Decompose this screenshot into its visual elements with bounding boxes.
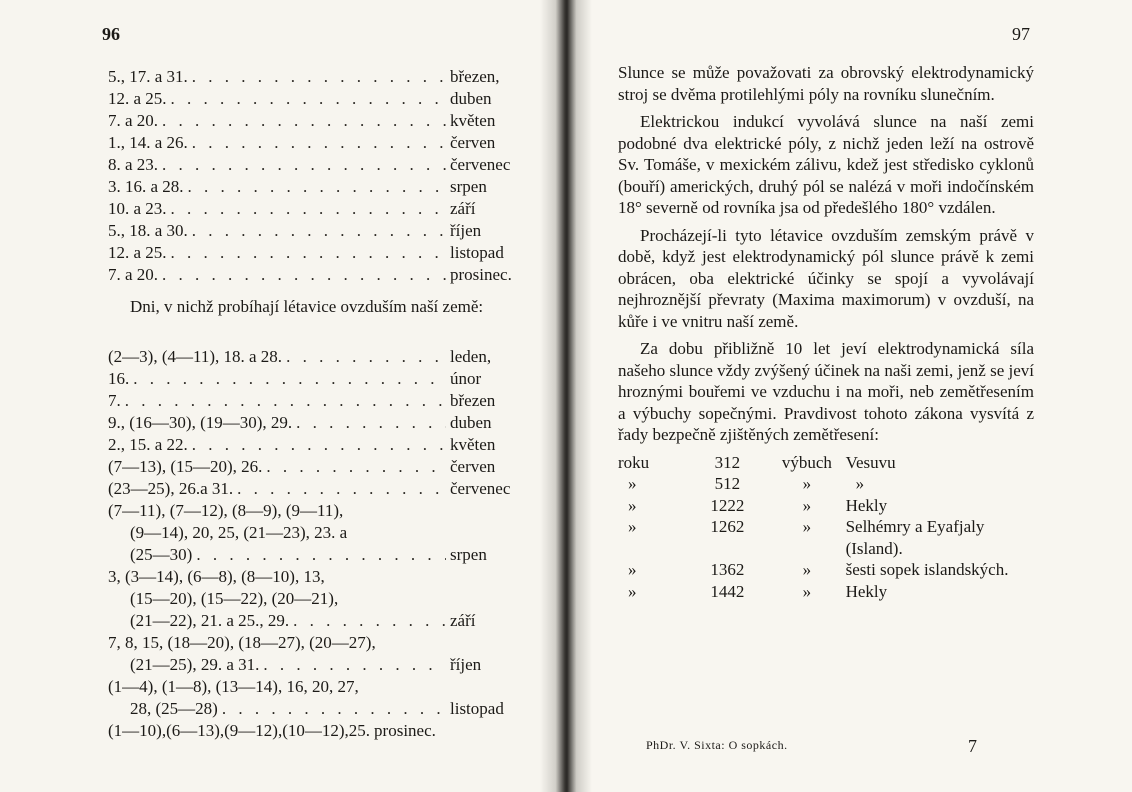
row-dates: 12. a 25. (108, 89, 167, 108)
row-month: leden, (450, 347, 492, 366)
row-dates: 3. 16. a 28. (108, 177, 184, 196)
table-row (618, 452, 1034, 474)
list-row (108, 132, 528, 154)
list-row (108, 456, 528, 478)
leader-dots (293, 610, 446, 632)
row-dates: 3, (3—14), (6—8), (8—10), 13, (108, 567, 325, 586)
list-row (108, 500, 528, 522)
list-row (108, 522, 528, 544)
table-cell-place: Selhémry a Eyafjaly (Island). (845, 517, 985, 558)
row-month: duben (450, 89, 492, 108)
row-dates: (21—25), 29. a 31. (130, 655, 260, 674)
meteor-days-list (108, 346, 528, 742)
book-gutter (540, 0, 592, 792)
list-row (108, 434, 528, 456)
table-cell-place: Hekly (845, 495, 888, 515)
table-cell: » (628, 495, 637, 515)
row-dates: 16. (108, 369, 130, 388)
leader-dots (162, 154, 446, 176)
list-row (108, 676, 528, 698)
table-cell: » (628, 560, 637, 579)
row-dates: 7. a 20. (108, 111, 159, 130)
leader-dots (171, 88, 446, 110)
table-cell: » (802, 495, 812, 515)
list-row (108, 198, 528, 220)
list-row (108, 720, 528, 742)
table-cell-place: » (855, 474, 865, 493)
row-dates: (23—25), 26.a 31. (108, 479, 234, 498)
row-month: květen (450, 111, 496, 130)
table-cell-place: šesti sopek islandských. (845, 560, 1009, 579)
table-cell-year: 1442 (710, 581, 745, 601)
table-cell-place: Hekly (845, 581, 888, 601)
row-month: červenec (450, 479, 511, 498)
row-dates: (25—30) (130, 545, 193, 564)
row-month: září (450, 611, 476, 630)
list-row (108, 544, 528, 566)
table-cell-year: 1262 (710, 517, 745, 536)
list-row (108, 412, 528, 434)
row-dates: (2—3), (4—11), 18. a 28. (108, 347, 283, 366)
eruption-table (618, 452, 1034, 603)
row-month: březen (450, 391, 496, 410)
paragraph: Procházejí-li tyto létavice ovzduším zemským právě v době, když jest elektrodynamický pól slunce právě k zemi obrácen, oba elektrické účinky se spojí a vyvolávají nejhroznější převraty (Maxima maximorum) v ovzduší, na kůře i ve vnitru naší země. (618, 225, 1034, 331)
row-month: duben (450, 413, 492, 432)
row-month: listopad (450, 699, 504, 718)
row-dates: 5., 17. a 31. (108, 67, 188, 86)
table-cell: » (802, 560, 812, 579)
row-dates: 7. (108, 391, 121, 410)
leader-dots (133, 368, 446, 390)
row-dates: 1., 14. a 26. (108, 133, 188, 152)
row-month: září (450, 199, 476, 218)
list-row (108, 346, 528, 368)
row-dates: 7, 8, 15, (18—20), (18—27), (20—27), (108, 633, 376, 652)
row-month: březen, (450, 67, 500, 86)
leader-dots (192, 220, 446, 242)
row-month: červen (450, 133, 496, 152)
list-row (108, 610, 528, 632)
leader-dots (162, 264, 446, 286)
list-row (108, 264, 528, 286)
table-cell-year: 1362 (710, 560, 745, 579)
table-cell-place: Vesuvu (845, 452, 896, 472)
signature-mark: 7 (968, 736, 977, 756)
row-month: srpen (450, 177, 487, 196)
paragraph: Elektrickou indukcí vyvolává slunce na naší zemi podobné dva elektrické póly, z nichž jeden leží na ostrově Sv. Tomáše, v mexickém zálivu, kdež jest středisko cyklonů (bouří) amerických, druhý pól se nalézá v moři indočínském 18° severně od rovníka jsa od předešlého 180° vzdálen. (618, 112, 1034, 217)
table-cell: výbuch (781, 452, 832, 472)
table-row (618, 559, 1034, 581)
list-row (108, 220, 528, 242)
row-dates: (15—20), (15—22), (20—21), (130, 589, 339, 608)
row-dates: 7. a 20. (108, 265, 159, 284)
list-row (108, 566, 528, 588)
table-cell: roku (618, 452, 650, 472)
list-row (108, 110, 528, 132)
row-month: říjen (450, 655, 482, 674)
table-cell: » (802, 581, 812, 601)
row-dates: 10. a 23. (108, 199, 167, 218)
row-month: prosinec. (374, 721, 436, 740)
row-month: červen (450, 457, 496, 476)
table-cell-year: 312 (714, 452, 741, 472)
leader-dots (222, 698, 446, 720)
row-dates: (1—4), (1—8), (13—14), 16, 20, 27, (108, 677, 359, 696)
row-dates: 2., 15. a 22. (108, 435, 188, 454)
row-month: únor (450, 369, 482, 388)
table-row (618, 473, 1034, 495)
row-dates: 28, (25—28) (130, 699, 218, 718)
list-row (108, 478, 528, 500)
leader-dots (296, 412, 446, 434)
row-month: říjen (450, 221, 482, 240)
row-month: květen (450, 435, 496, 454)
list-row (108, 154, 528, 176)
leader-dots (192, 434, 446, 456)
page-number-right: 97 (1012, 24, 1030, 44)
list-row (108, 88, 528, 110)
table-cell-year: 512 (714, 474, 741, 493)
leader-dots (188, 176, 446, 198)
leader-dots (266, 456, 446, 478)
table-row (618, 516, 1034, 559)
right-page-text (618, 62, 1034, 602)
list-row (108, 390, 528, 412)
meteor-dates-list (108, 66, 528, 286)
leader-dots (263, 654, 446, 676)
table-cell-year: 1222 (710, 495, 745, 515)
leader-dots (125, 390, 446, 412)
list-row (108, 698, 528, 720)
table-row (618, 495, 1034, 517)
leader-dots (192, 132, 446, 154)
leader-dots (162, 110, 446, 132)
leader-dots (171, 198, 446, 220)
table-cell: » (802, 517, 812, 536)
row-month: červenec (450, 155, 511, 174)
list-row (108, 654, 528, 676)
leader-dots (286, 346, 446, 368)
list-row (108, 588, 528, 610)
list-row (108, 242, 528, 264)
list-row (108, 176, 528, 198)
leader-dots (196, 544, 446, 566)
leader-dots (192, 66, 446, 88)
intro-paragraph: Dni, v nichž probíhají létavice ovzduším naší země: (130, 297, 484, 316)
table-row (618, 581, 1034, 603)
list-row (108, 368, 528, 390)
page-number-left: 96 (102, 24, 120, 44)
paragraph: Za dobu přibližně 10 let jeví elektrodynamická síla našeho slunce vždy zvýšený účinek na naši zemi, jenž se jeví hroznými bouřemi ve vzduchu i na moři, neb zemětřesením a výbuchy sopečnými. Pravdivost tohoto zákona vysvítá z řady bezpečně zjištěných zemětřesení: (618, 339, 1034, 444)
page-footer: PhDr. V. Sixta: O sopkách. (646, 738, 788, 752)
row-dates: (21—22), 21. a 25., 29. (130, 611, 290, 630)
row-dates: 9., (16—30), (19—30), 29. (108, 413, 293, 432)
table-cell: » (628, 474, 637, 493)
row-dates: 5., 18. a 30. (108, 221, 188, 240)
row-month: listopad (450, 243, 504, 262)
table-cell: » (802, 474, 812, 493)
list-row (108, 66, 528, 88)
row-dates: (7—11), (7—12), (8—9), (9—11), (108, 501, 344, 520)
leader-dots (171, 242, 446, 264)
row-month: srpen (450, 545, 487, 564)
leader-dots (237, 478, 446, 500)
row-dates: 12. a 25. (108, 243, 167, 262)
row-dates: 8. a 23. (108, 155, 159, 174)
row-dates: (1—10),(6—13),(9—12),(10—12),25. (108, 721, 371, 740)
list-row (108, 632, 528, 654)
row-dates: (7—13), (15—20), 26. (108, 457, 263, 476)
row-dates: (9—14), 20, 25, (21—23), 23. a (130, 523, 348, 542)
table-cell: » (628, 581, 637, 601)
row-month: prosinec. (450, 265, 512, 284)
table-cell: » (628, 517, 637, 536)
paragraph: Slunce se může považovati za obrovský elektrodynamický stroj se dvěma protilehlými póly na rovníku slunečním. (618, 63, 1034, 104)
